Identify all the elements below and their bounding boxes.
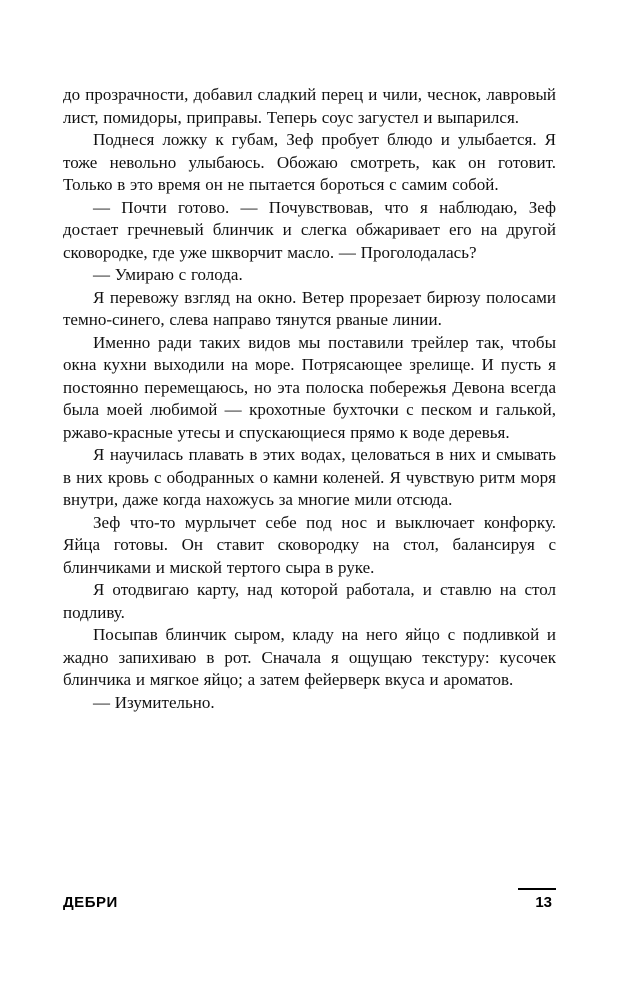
page-number-rule [518, 888, 556, 890]
paragraph: — Изумительно. [93, 692, 215, 712]
page-number-block [518, 888, 556, 911]
paragraph: Я отодвигаю карту, над которой работала, и ставлю на стол подливу. [63, 580, 556, 622]
paragraph: до прозрачности, добавил сладкий перец и чили, чеснок, лавровый лист, помидоры, приправы. Теперь соус загустел и выпарился. [63, 85, 556, 127]
paragraph: Именно ради таких видов мы поставили трейлер так, чтобы окна кухни выходили на море. Потрясающее зрелище. И пусть я постоянно перемещаюсь, но эта полоска побережья Девона всегда была моей любимой — крохотные бухточки с песком и галькой, ржаво-красные утесы и спускающиеся прямо к воде деревья. [63, 332, 556, 442]
paragraph: Посыпав блинчик сыром, кладу на него яйцо с подливкой и жадно запихиваю в рот. Сначала я ощущаю текстуру: кусочек блинчика и мягкое яйцо; а затем фейерверк вкуса и ароматов. [63, 625, 556, 689]
page-text [63, 84, 556, 714]
page-footer [63, 888, 556, 911]
paragraph: Я перевожу взгляд на окно. Ветер прорезает бирюзу полосами темно-синего, слева направо тянутся рваные линии. [63, 287, 556, 329]
running-title: ДЕБРИ [63, 894, 118, 911]
paragraph: — Почти готово. — Почувствовав, что я наблюдаю, Зеф достает гречневый блинчик и слегка обжаривает его на другой сковородке, где уже шкворчит масло. — Проголодалась? [63, 197, 556, 262]
page-number: 13 [535, 894, 552, 911]
paragraph: Поднеся ложку к губам, Зеф пробует блюдо и улыбается. Я тоже невольно улыбаюсь. Обожаю смотреть, как он готовит. Только в это время он не пытается бороться с самим собой. [63, 130, 556, 194]
paragraph: — Умираю с голода. [93, 265, 243, 284]
paragraph: Я научилась плавать в этих водах, целоваться в них и смывать в них кровь с ободранных о камни коленей. Я чувствую ритм моря внутри, даже когда нахожусь за многие мили отсюда. [63, 445, 556, 509]
paragraph: Зеф что-то мурлычет себе под нос и выключает конфорку. Яйца готовы. Он ставит сковородку на стол, балансируя с блинчиками и миской тертого сыра в руке. [63, 512, 556, 577]
